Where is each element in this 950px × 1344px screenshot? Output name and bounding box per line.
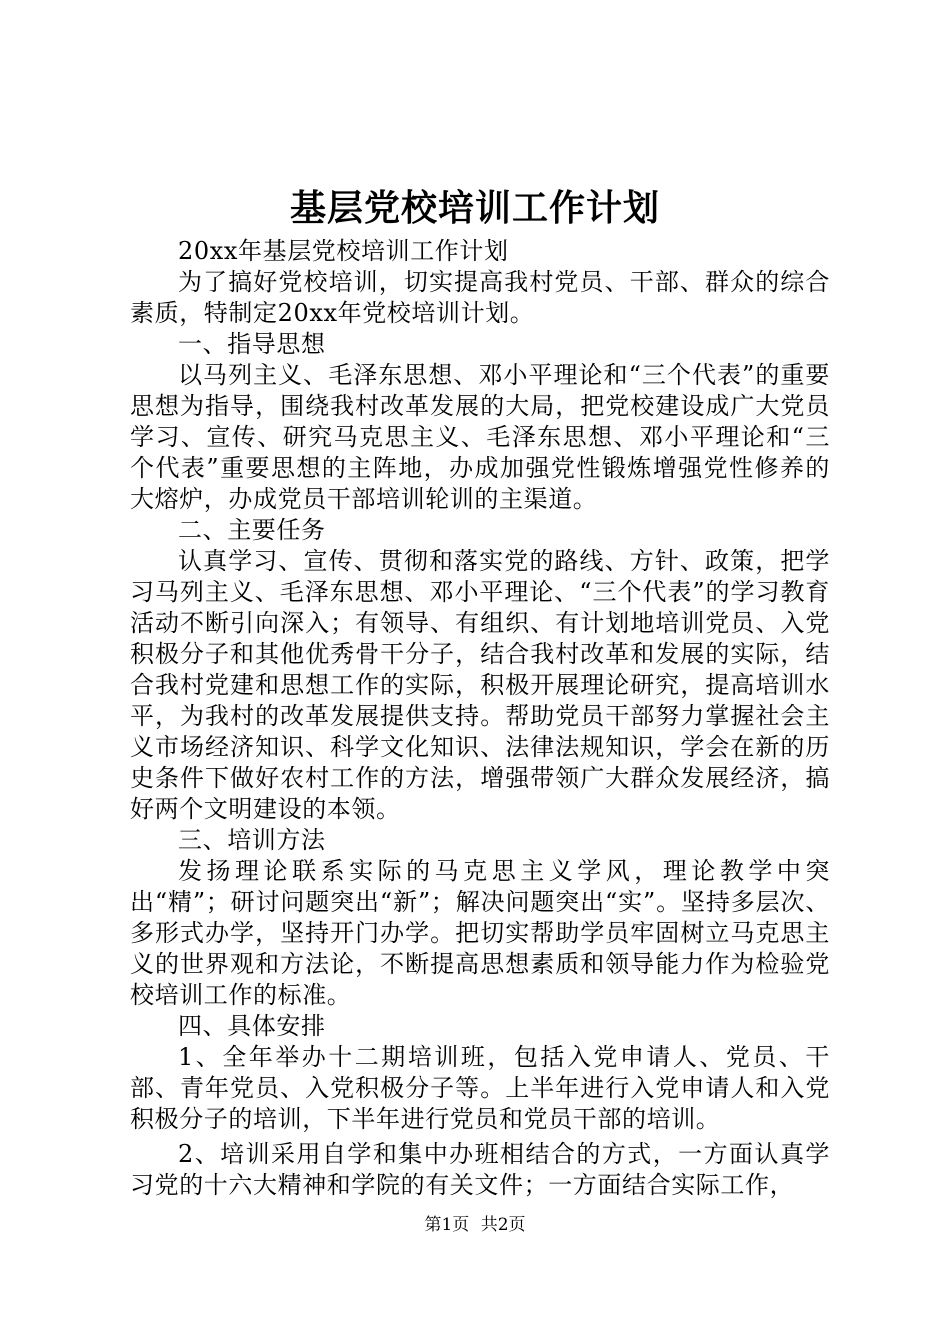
main-tasks-paragraph: 认真学习、宣传、贯彻和落实党的路线、方针、政策，把学习马列主义、毛泽东思想、邓小平理论、“三个代表”的学习教育活动不断引向深入；有领导、有组织、有计划地培训党员、入党积极分子和其他优秀骨干分子，结合我村改革和发展的实际，结合我村党建和思想工作的实际，积极开展理论研究，提高培训水平，为我村的改革发展提供支持。帮助党员干部努力掌握社会主义市场经济知识、科学文化知识、法律法规知识，学会在新的历史条件下做好农村工作的方法，增强带领广大群众发展经济，搞好两个文明建设的本领。 — [130, 547, 830, 823]
section-heading-main-tasks: 二、主要任务 — [178, 516, 326, 544]
page-footer: 第1页 共2页 — [424, 1215, 526, 1235]
document-body — [130, 236, 830, 1201]
section-heading-training-methods: 三、培训方法 — [178, 826, 326, 854]
arrangement-item-1: 1、全年举办十二期培训班，包括入党申请人、党员、干部、青年党员、入党积极分子等。上半年进行入党申请人和入党积极分子的培训，下半年进行党员和党员干部的培训。 — [130, 1043, 830, 1133]
document-title: 基层党校培训工作计划 — [289, 187, 660, 229]
training-methods-paragraph: 发扬理论联系实际的马克思主义学风，理论教学中突出“精”；研讨问题突出“新”；解决问题突出“实”。坚持多层次、多形式办学，坚持开门办学。把切实帮助学员牢固树立马克思主义的世界观和方法论，不断提高思想素质和领导能力作为检验党校培训工作的标准。 — [130, 857, 830, 1009]
arrangement-item-2: 2、培训采用自学和集中办班相结合的方式，一方面认真学习党的十六大精神和学院的有关文件；一方面结合实际工作， — [130, 1140, 830, 1199]
subtitle-paragraph: 20xx年基层党校培训工作计划 — [178, 237, 509, 265]
intro-paragraph: 为了搞好党校培训，切实提高我村党员、干部、群众的综合素质，特制定20xx年党校培训计划。 — [130, 268, 830, 327]
section-heading-arrangements: 四、具体安排 — [178, 1012, 326, 1040]
guiding-thought-paragraph: 以马列主义、毛泽东思想、邓小平理论和“三个代表”的重要思想为指导，围绕我村改革发展的大局，把党校建设成广大党员学习、宣传、研究马克思主义、毛泽东思想、邓小平理论和“三个代表”重要思想的主阵地，办成加强党性锻炼增强党性修养的大熔炉，办成党员干部培训轮训的主渠道。 — [130, 361, 830, 513]
section-heading-guiding-thought: 一、指导思想 — [178, 330, 326, 358]
